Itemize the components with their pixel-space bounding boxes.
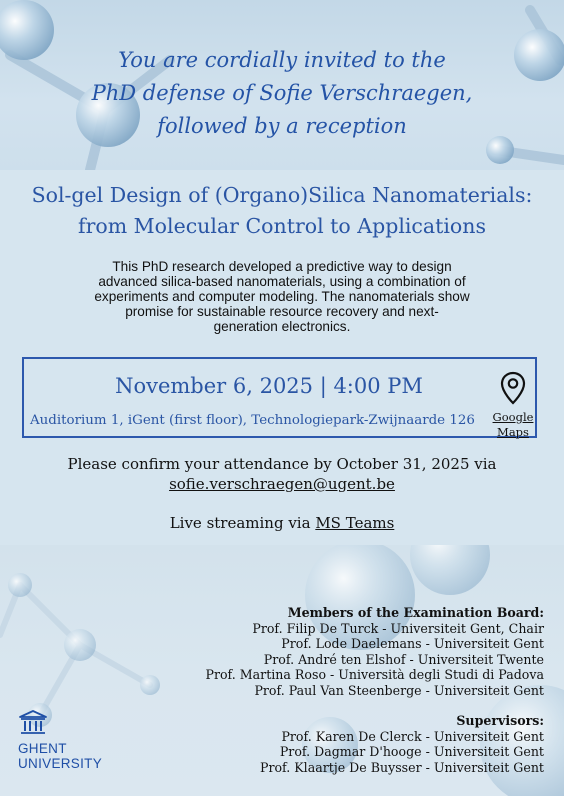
ghent-university-logo: [18, 709, 108, 771]
stream-prefix: Live streaming via: [169, 514, 316, 532]
live-stream-notice: [0, 513, 564, 533]
board-member: Prof. Paul Van Steenberge - Universiteit Gent: [254, 682, 544, 698]
rsvp-notice: [0, 454, 564, 494]
supervisor: Prof. Karen De Clerck - Universiteit Gent: [281, 728, 544, 744]
abstract-line: promise for sustainable resource recovery and next-: [125, 304, 439, 319]
rsvp-text: Please confirm your attendance by October 31, 2025 via: [67, 455, 497, 473]
board-member: Prof. Filip De Turck - Universiteit Gent, Chair: [252, 620, 544, 636]
google-maps-link[interactable]: [491, 371, 535, 440]
supervisor: Prof. Klaartje De Buysser - Universiteit Gent: [259, 759, 544, 775]
thesis-abstract: [52, 259, 512, 334]
rsvp-email-link[interactable]: sofie.verschraegen@ugent.be: [169, 475, 395, 493]
university-building-icon: [18, 709, 48, 737]
board-member: Prof. André ten Elshof - Universiteit Twente: [263, 651, 544, 667]
thesis-title: [0, 180, 564, 242]
thesis-title-line: from Molecular Control to Applications: [78, 214, 486, 238]
invitation-line: You are cordially invited to the: [118, 48, 446, 72]
maps-label-line: Maps: [497, 425, 529, 439]
board-member: Prof. Martina Roso - Università degli Studi di Padova: [205, 667, 544, 682]
logo-line: GHENT: [18, 741, 67, 756]
invitation-line: PhD defense of Sofie Verschraegen,: [91, 81, 473, 105]
event-datetime: November 6, 2025 | 4:00 PM: [115, 374, 423, 398]
abstract-line: This PhD research developed a predictive way to design: [112, 259, 452, 274]
maps-label-line: Google: [492, 410, 534, 424]
google-maps-label: [491, 410, 535, 440]
event-venue: Auditorium 1, iGent (first floor), Technologiepark-Zwijnaarde 126: [30, 413, 475, 428]
supervisors-heading: Supervisors:: [456, 713, 544, 728]
thesis-title-line: Sol-gel Design of (Organo)Silica Nanomaterials:: [31, 183, 533, 207]
supervisor: Prof. Dagmar D'hooge - Universiteit Gent: [279, 744, 544, 759]
map-pin-icon: [500, 371, 526, 405]
event-details-box: [22, 357, 537, 438]
section-gap: [144, 698, 544, 713]
committee-list: [144, 605, 544, 775]
invitation-line: followed by a reception: [157, 114, 407, 138]
logo-wordmark: [18, 741, 108, 771]
ms-teams-link[interactable]: MS Teams: [315, 514, 395, 532]
abstract-line: generation electronics.: [213, 319, 351, 334]
invitation-heading: [0, 44, 564, 143]
abstract-line: advanced silica-based nanomaterials, using a combination of: [98, 274, 466, 289]
abstract-line: experiments and computer modeling. The nanomaterials show: [94, 289, 470, 304]
board-member: Prof. Lode Daelemans - Universiteit Gent: [281, 636, 544, 651]
board-heading: Members of the Examination Board:: [287, 605, 544, 620]
logo-line: UNIVERSITY: [18, 756, 103, 771]
